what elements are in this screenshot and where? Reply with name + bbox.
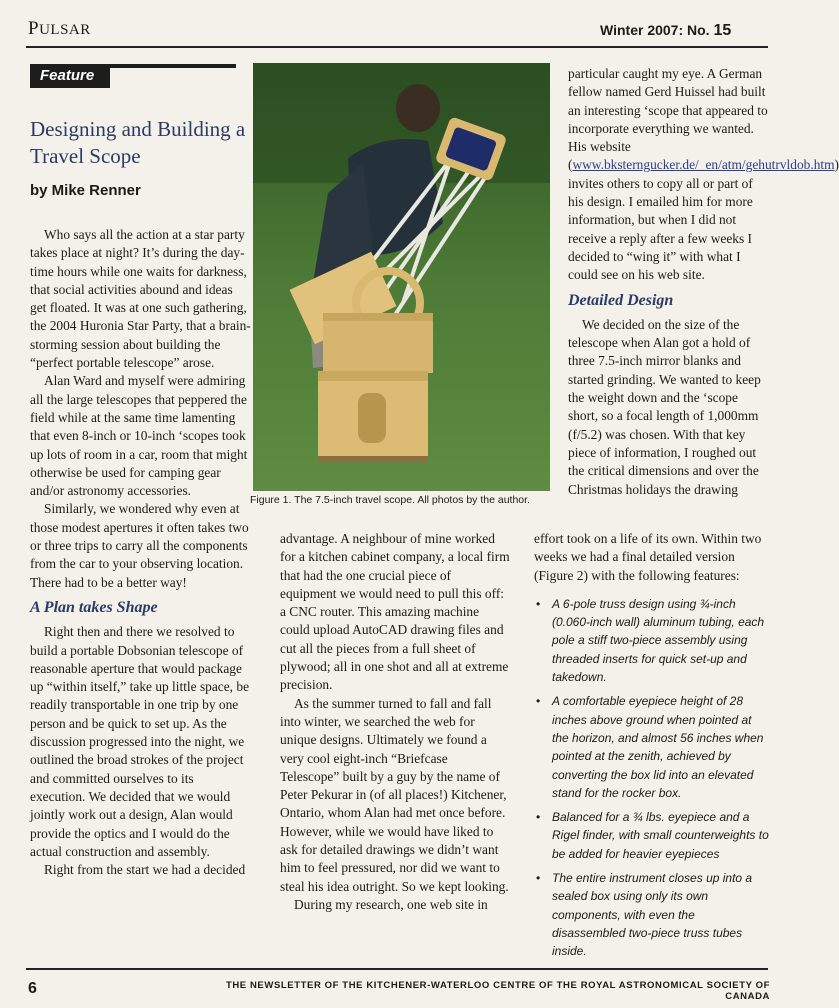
newsletter-masthead: PULSAR — [28, 18, 91, 39]
list-item: • The entire instrument closes up into a sealed box using only its own components, with even the disassembled two-piece truss tubes inside. — [534, 869, 770, 960]
list-item: • A comfortable eyepiece height of 28 inches above ground when pointed at the horizon, and almost 56 inches when pointed at the zenith, achieved by converting the box lid into an elevated stand for the rocker box. — [534, 692, 770, 802]
article-title: Designing and Building a Travel Scope — [30, 117, 246, 168]
telescope-illustration — [253, 63, 550, 491]
paragraph: During my research, one web site in — [294, 896, 488, 912]
paragraph: Right from the start we had a decided — [44, 862, 246, 878]
paragraph: advantage. A neighbour of mine worked for a kitchen cabinet company, a local firm that had the one crucial piece of equipment we would need to pull this off: a CNC router. This amazing machine could upload AutoCAD drawing files and cut all the pieces from a full sheet of plywood; all in one shot and all at extreme precision. — [280, 531, 510, 693]
top-rule — [26, 46, 768, 48]
page-number: 6 — [28, 980, 37, 997]
website-link[interactable]: www.bksterngucker.de/_en/atm/gehutrvldob.htm — [572, 157, 835, 173]
heading-design: Detailed Design — [568, 291, 674, 309]
paragraph: Alan Ward and myself were admiring all the large telescopes that peppered the field while at the same time lamenting that even 8-inch or 10-inch ‘scopes took up lots of room in a car, room that might otherwise be used for camping gear and/or astronomy accessories. — [30, 373, 248, 499]
left-column — [30, 226, 252, 879]
feature-section-bar — [30, 64, 236, 86]
telescope-photo — [253, 63, 550, 491]
paragraph: effort took on a life of its own. Within two weeks we had a final detailed version (Figure 2) with the following features: — [534, 531, 762, 583]
feature-tag: Feature — [30, 64, 110, 88]
right-column-top — [568, 65, 839, 499]
feature-bar-line — [110, 64, 236, 68]
paragraph: Right then and there we resolved to build a portable Dobsonian telescope of reasonable aperture that would package up “within itself,” take up little space, be readily transportable in one trip by one person and be quick to set up. As the discussion progressed into the night, we outlined the broad strokes of the project and committed ourselves to its execution. We decided that we would jointly work out a design, Alan would provide the optics and I would do the actual construction and assembly. — [30, 624, 250, 859]
figure-caption: Figure 1. The 7.5-inch travel scope. All photos by the author. — [250, 494, 530, 506]
paragraph: We decided on the size of the telescope when Alan got a hold of three 7.5-inch mirror blanks and started grinding. We wanted to keep the weight down and the ‘scope short, so a focal length of 1,000mm (f/5.2) was chosen. With that key piece of information, I roughed out the critical dimensions and over the Christmas holidays the drawing — [568, 316, 761, 497]
bottom-rule — [26, 968, 768, 970]
article-byline: by Mike Renner — [30, 182, 141, 199]
footer-text: THE NEWSLETTER OF THE KITCHENER-WATERLOO CENTRE OF THE ROYAL ASTRONOMICAL SOCIETY OF CANADA — [225, 980, 770, 1002]
right-column-bottom — [534, 530, 770, 967]
features-list — [534, 595, 770, 961]
middle-column — [280, 530, 510, 914]
paragraph: Similarly, we wondered why even at those modest apertures it often takes two or three trips to carry all the components from the car to your observing location. There had to be a better way! — [30, 501, 249, 590]
list-item: • A 6-pole truss design using ¾-inch (0.060-inch wall) aluminum tubing, each pole a stiff two-piece assembly using threaded inserts for quick set-up and takedown. — [534, 595, 770, 686]
paragraph: particular caught my eye. A German fellow named Gerd Huissel had built an interesting ‘scope that appeared to incorporate everything we wanted. His website (www.bksterngucker.de/_en/atm/gehutrvldob.htm) invites others to copy all or part of his design. I emailed him for more information, but when I did not receive a reply after a few weeks I decided to “wing it” with what I could see on his web site. — [568, 66, 839, 283]
list-item: • Balanced for a ¾ lbs. eyepiece and a Rigel finder, with small counterweights to be added for heavier eyepieces — [534, 808, 770, 863]
issue-label: Winter 2007: No. 15 — [600, 22, 732, 39]
paragraph: Who says all the action at a star party takes place at night? It’s during the day-time hours while one waits for darkness, that social activities abound and ideas get floated. It was at one such gathering, the 2004 Huronia Star Party, that a brain-storming session about building the “perfect portable telescope” arose. — [30, 227, 251, 371]
heading-plan: A Plan takes Shape — [30, 598, 158, 616]
paragraph: As the summer turned to fall and fall into winter, we searched the web for unique designs. Ultimately we found a very cool eight-inch “Briefcase Telescope” built by a guy by the name of Peter Pekurar in (of all places!) Kitchener, Ontario, whom Alan had met once before. However, while we would have liked to ask for detailed drawings we didn’t want him to feel pressured, nor did we want to steal his idea outright. So we kept looking. — [280, 695, 509, 894]
